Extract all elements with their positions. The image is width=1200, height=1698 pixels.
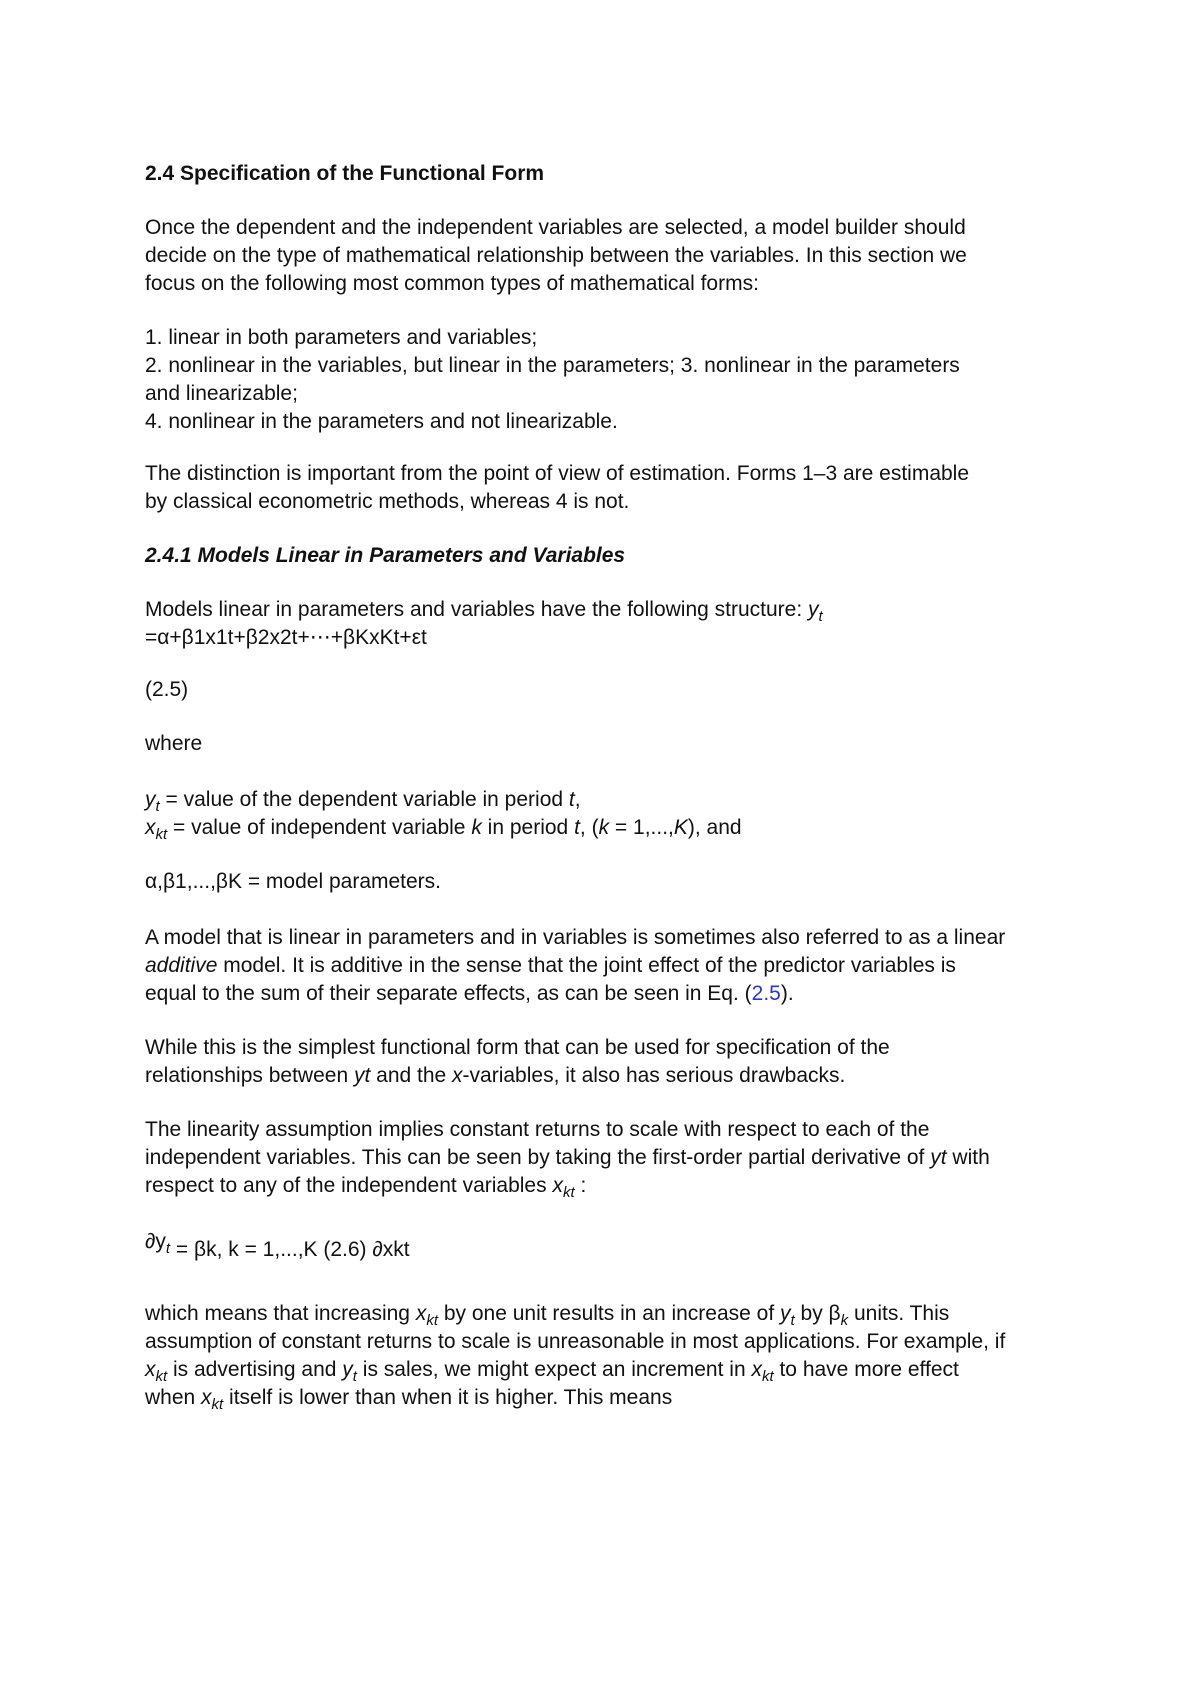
intro-line-3: focus on the following most common types of mathematical forms: [145, 272, 759, 295]
additive-line-3: equal to the sum of their separate effects, as can be seen in Eq. (2.5). [145, 982, 794, 1005]
subsection-heading: 2.4.1 Models Linear in Parameters and Variables [145, 544, 626, 567]
equation-reference-link[interactable]: 2.5 [751, 982, 781, 1005]
equation-label-2-5: (2.5) [145, 678, 189, 701]
means-line-4: when $x_{kt}$ itself is lower than when it is higher. This means [145, 1386, 673, 1413]
simplest-line-1: While this is the simplest functional form that can be used for specification of the [145, 1036, 890, 1059]
linearity-line-2: independent variables. This can be seen by taking the first-order partial derivative of yt with [145, 1146, 990, 1169]
linearity-line-3: respect to any of the independent variables $x_{kt}$ : [145, 1174, 587, 1201]
derivative-equation-2-6: $\partial y_t = \beta k$, k = 1,...,K (2.6) ∂xkt [145, 1230, 410, 1261]
additive-line-2: additive model. It is additive in the sense that the joint effect of the predictor variables is [145, 954, 956, 977]
simplest-line-2: relationships between yt and the x-variables, it also has serious drawbacks. [145, 1064, 846, 1087]
section-heading: 2.4 Specification of the Functional Form [145, 162, 545, 185]
distinction-line-2: by classical econometric methods, whereas 4 is not. [145, 490, 630, 513]
linearity-line-1: The linearity assumption implies constant returns to scale with respect to each of the [145, 1118, 930, 1141]
definition-parameters: α,β1,...,βK = model parameters. [145, 870, 442, 893]
definition-x: $x_{kt}$ = value of independent variable k in period t, (k = 1,...,K), and [145, 816, 742, 843]
intro-line-1: Once the dependent and the independent variables are selected, a model builder should [145, 216, 966, 239]
definition-y: $y_t$ = value of the dependent variable in period t, [145, 788, 581, 815]
means-line-2: assumption of constant returns to scale is unreasonable in most applications. For example, if [145, 1330, 1006, 1353]
means-line-1: which means that increasing $x_{kt}$ by one unit results in an increase of $y_t$ by $\beta_k$ units. This [145, 1302, 950, 1329]
additive-line-1: A model that is linear in parameters and in variables is sometimes also referred to as a linear [145, 926, 1006, 949]
means-line-3: $x_{kt}$ is advertising and $y_t$ is sales, we might expect an increment in $x_{kt}$ to have more effect [145, 1358, 959, 1385]
list-item-3-cont: and linearizable; [145, 382, 298, 405]
list-item-4: 4. nonlinear in the parameters and not linearizable. [145, 410, 618, 433]
where-label: where [145, 732, 203, 755]
structure-line: Models linear in parameters and variables have the following structure: $y_t$ [145, 598, 823, 625]
list-item-2-3: 2. nonlinear in the variables, but linear in the parameters; 3. nonlinear in the parameters [145, 354, 960, 377]
intro-line-2: decide on the type of mathematical relationship between the variables. In this section we [145, 244, 967, 267]
distinction-line-1: The distinction is important from the point of view of estimation. Forms 1–3 are estimable [145, 462, 970, 485]
equation-2-5: =α+β1x1t+β2x2t+⋯+βKxKt+εt [145, 626, 427, 649]
list-item-1: 1. linear in both parameters and variables; [145, 326, 538, 349]
